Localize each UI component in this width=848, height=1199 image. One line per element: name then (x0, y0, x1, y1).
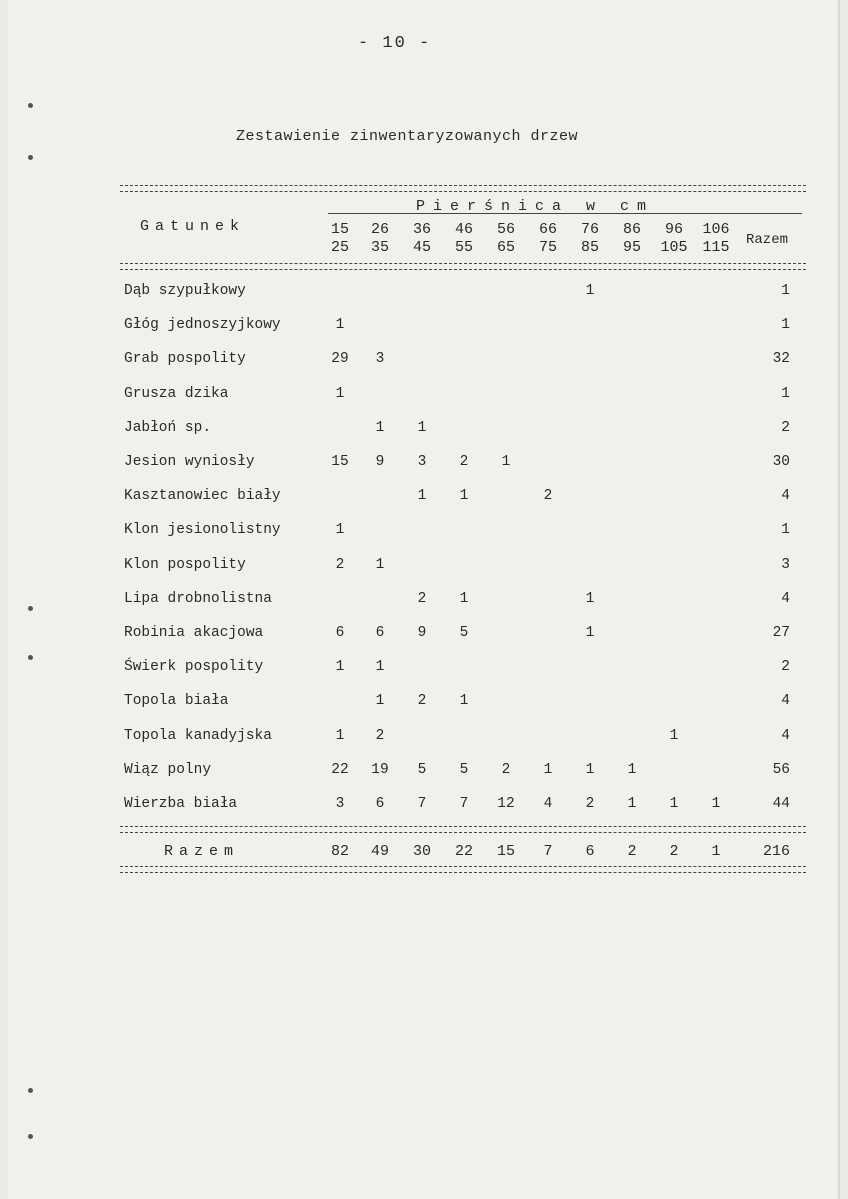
class-from: 26 (370, 221, 389, 238)
species-name: Wiąz polny (124, 761, 212, 778)
table-bottom-rule (120, 866, 806, 873)
diameter-class-header (652, 221, 696, 257)
header-bottom-rule (120, 263, 806, 270)
punch-hole-mark (28, 155, 33, 160)
count-cell: 2 (417, 693, 427, 710)
table-row (8, 693, 838, 713)
species-name: Klon jesionolistny (124, 522, 281, 539)
count-cell: 1 (459, 693, 469, 710)
count-cell: 2 (501, 761, 511, 778)
summary-cell: 49 (370, 843, 389, 860)
species-name: Grab pospolity (124, 351, 246, 368)
summary-cell: 30 (412, 843, 431, 860)
summary-cell: 15 (496, 843, 515, 860)
row-total: 4 (781, 488, 790, 505)
class-from: 15 (330, 221, 349, 238)
class-from: 46 (454, 221, 473, 238)
count-cell: 1 (627, 796, 637, 812)
class-to: 65 (496, 239, 515, 256)
count-cell: 1 (669, 727, 679, 744)
species-name: Świerk pospolity (124, 659, 264, 676)
class-to: 45 (412, 239, 431, 256)
count-cell: 1 (335, 317, 345, 334)
table-row (8, 386, 838, 406)
summary-cell: 7 (543, 843, 553, 860)
table-top-rule (120, 185, 806, 192)
class-from: 86 (622, 221, 641, 238)
class-to: 75 (538, 239, 557, 256)
table-row (8, 488, 838, 508)
class-to: 25 (330, 239, 349, 256)
count-cell: 3 (417, 454, 427, 470)
count-cell: 1 (669, 796, 679, 812)
page-title: Zestawienie zinwentaryzowanych drzew (236, 128, 579, 145)
class-from: 76 (580, 221, 599, 238)
count-cell: 3 (335, 796, 345, 812)
class-from: 56 (496, 221, 515, 238)
count-cell: 6 (375, 796, 385, 812)
count-cell: 1 (335, 659, 345, 676)
count-cell: 7 (459, 796, 469, 812)
count-cell: 2 (375, 727, 385, 744)
count-cell: 5 (459, 761, 469, 778)
diameter-class-header (526, 221, 570, 257)
summary-cell: 22 (454, 843, 473, 860)
count-cell: 1 (335, 727, 345, 744)
diameter-group-underline (328, 213, 802, 214)
count-cell: 1 (627, 761, 637, 778)
species-name: Wierzba biała (124, 796, 238, 812)
count-cell: 1 (585, 590, 595, 607)
summary-cell: 1 (711, 843, 721, 860)
count-cell: 1 (501, 454, 511, 470)
species-name: Topola biała (124, 693, 229, 710)
species-column-header: Gatunek (140, 218, 246, 235)
count-cell: 19 (371, 761, 389, 778)
count-cell: 1 (417, 488, 427, 505)
count-cell: 2 (585, 796, 595, 812)
row-total: 56 (772, 761, 790, 778)
diameter-class-header (694, 221, 738, 257)
count-cell: 9 (417, 625, 427, 641)
class-to: 35 (370, 239, 389, 256)
punch-hole-mark (28, 1134, 33, 1139)
table-row (8, 522, 838, 542)
summary-grand-total: 216 (762, 843, 790, 860)
table-row (8, 625, 838, 645)
diameter-class-header (484, 221, 528, 257)
count-cell: 1 (417, 419, 427, 436)
punch-hole-mark (28, 1088, 33, 1093)
diameter-class-header (442, 221, 486, 257)
count-cell: 22 (331, 761, 349, 778)
diameter-group-header: Pierśnica w cm (416, 198, 655, 215)
count-cell: 4 (543, 796, 553, 812)
count-cell: 1 (375, 659, 385, 676)
count-cell: 3 (375, 351, 385, 368)
diameter-class-header (358, 221, 402, 257)
row-total: 4 (781, 590, 790, 607)
row-total: 2 (781, 419, 790, 436)
class-from: 96 (664, 221, 683, 238)
summary-cell: 82 (330, 843, 349, 860)
row-total: 4 (781, 693, 790, 710)
row-total: 32 (772, 351, 790, 368)
class-to: 55 (454, 239, 473, 256)
table-row (8, 557, 838, 577)
table-row (8, 591, 838, 611)
count-cell: 1 (459, 488, 469, 505)
table-row (8, 762, 838, 782)
row-total: 1 (781, 522, 790, 539)
species-name: Głóg jednoszyjkowy (124, 317, 281, 334)
class-from: 106 (702, 221, 730, 238)
document-page (8, 0, 840, 1199)
count-cell: 1 (375, 693, 385, 710)
punch-hole-mark (28, 103, 33, 108)
diameter-class-header (318, 221, 362, 257)
count-cell: 2 (459, 454, 469, 470)
count-cell: 15 (331, 454, 349, 470)
row-total: 44 (772, 796, 790, 812)
row-total: 1 (781, 385, 790, 402)
total-column-header: Razem (746, 232, 789, 248)
count-cell: 1 (375, 419, 385, 436)
page-number: - 10 - (358, 34, 432, 53)
table-row (8, 796, 838, 816)
class-to: 115 (702, 239, 730, 256)
row-total: 30 (772, 454, 790, 470)
count-cell: 2 (417, 590, 427, 607)
class-to: 95 (622, 239, 641, 256)
diameter-class-header (400, 221, 444, 257)
table-row (8, 728, 838, 748)
species-name: Robinia akacjowa (124, 625, 264, 641)
species-name: Dąb szypułkowy (124, 283, 246, 299)
row-total: 2 (781, 659, 790, 676)
summary-row (8, 843, 838, 865)
row-total: 1 (781, 283, 790, 299)
row-total: 4 (781, 727, 790, 744)
table-row (8, 283, 838, 303)
count-cell: 1 (585, 761, 595, 778)
row-total: 1 (781, 317, 790, 334)
summary-cell: 2 (627, 843, 637, 860)
count-cell: 2 (543, 488, 553, 505)
count-cell: 2 (335, 556, 345, 573)
class-to: 105 (660, 239, 688, 256)
count-cell: 1 (585, 625, 595, 641)
count-cell: 5 (417, 761, 427, 778)
count-cell: 6 (335, 625, 345, 641)
count-cell: 9 (375, 454, 385, 470)
table-row (8, 317, 838, 337)
count-cell: 1 (335, 385, 345, 402)
count-cell: 1 (335, 522, 345, 539)
row-total: 3 (781, 556, 790, 573)
count-cell: 5 (459, 625, 469, 641)
class-from: 66 (538, 221, 557, 238)
species-name: Grusza dzika (124, 385, 229, 402)
count-cell: 29 (331, 351, 349, 368)
row-total: 27 (772, 625, 790, 641)
count-cell: 1 (543, 761, 553, 778)
count-cell: 1 (711, 796, 721, 812)
summary-label: Razem (164, 843, 240, 860)
species-name: Topola kanadyjska (124, 727, 272, 744)
count-cell: 1 (375, 556, 385, 573)
diameter-class-header (610, 221, 654, 257)
class-to: 85 (580, 239, 599, 256)
species-name: Klon pospolity (124, 556, 246, 573)
count-cell: 1 (585, 283, 595, 299)
summary-cell: 6 (585, 843, 595, 860)
table-row (8, 420, 838, 440)
table-row (8, 659, 838, 679)
summary-cell: 2 (669, 843, 679, 860)
summary-top-rule (120, 826, 806, 833)
species-name: Lipa drobnolistna (124, 590, 272, 607)
count-cell: 1 (459, 590, 469, 607)
species-name: Kasztanowiec biały (124, 488, 281, 505)
species-name: Jabłoń sp. (124, 419, 212, 436)
diameter-class-header (568, 221, 612, 257)
table-row (8, 351, 838, 371)
count-cell: 7 (417, 796, 427, 812)
count-cell: 6 (375, 625, 385, 641)
class-from: 36 (412, 221, 431, 238)
count-cell: 12 (497, 796, 515, 812)
species-name: Jesion wyniosły (124, 454, 255, 470)
table-row (8, 454, 838, 474)
